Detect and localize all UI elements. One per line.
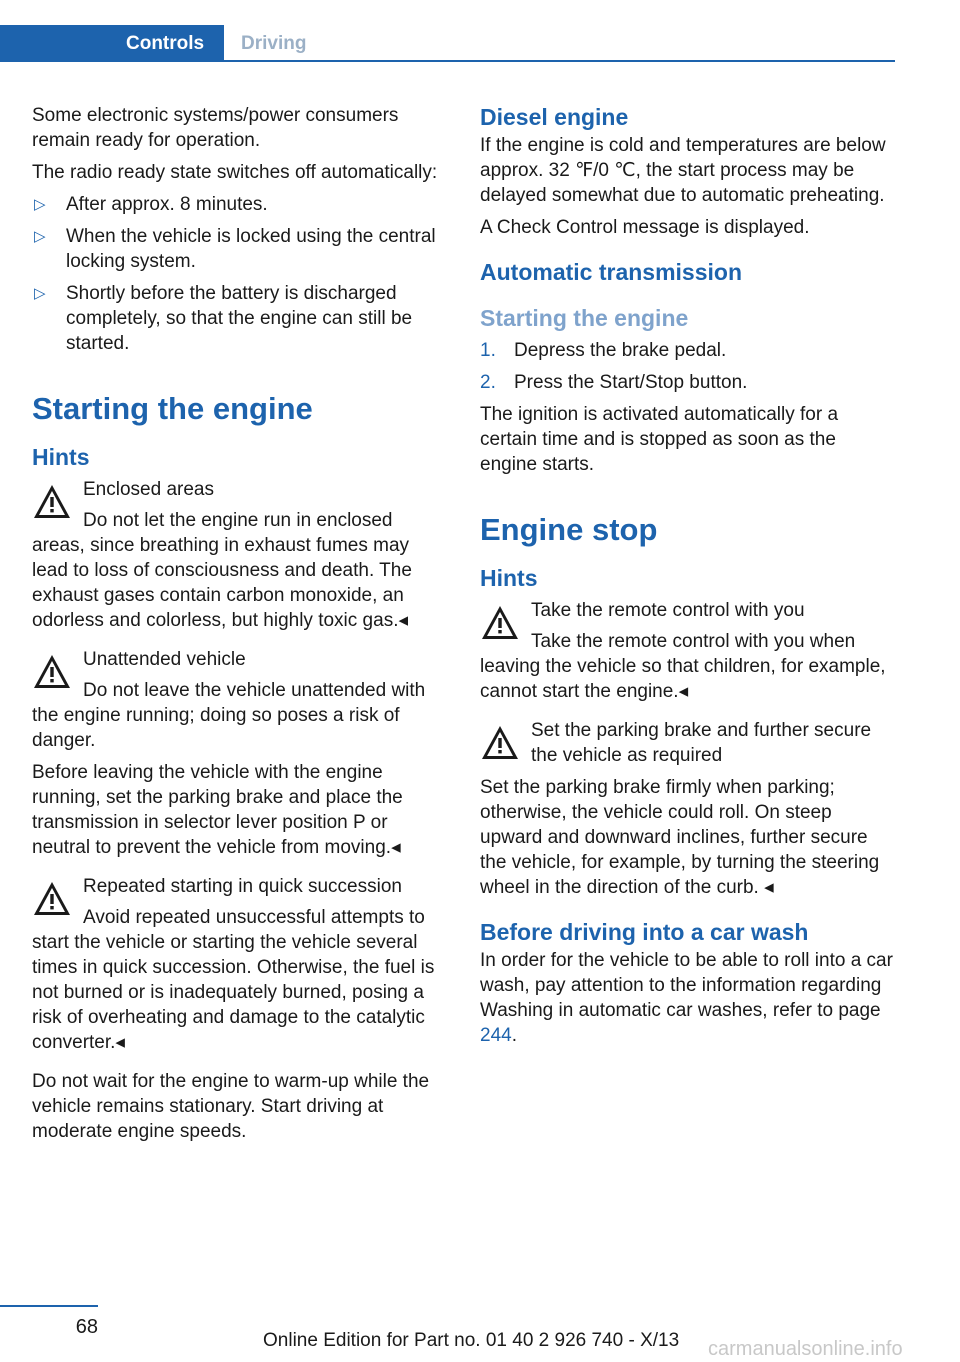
page-number: 68 xyxy=(75,1316,98,1338)
left-column xyxy=(32,103,448,1151)
warning-title: Set the parking brake and further secure the vehicle as required xyxy=(531,720,872,766)
heading-hints: Hints xyxy=(32,444,90,470)
heading-diesel-engine: Diesel engine xyxy=(480,104,629,130)
paragraph-check-control: A Check Control message is displayed. xyxy=(480,217,810,238)
step-number: 1. xyxy=(480,340,496,361)
bullet-triangle-icon: ▷ xyxy=(34,228,46,245)
step-text: Press the Start/Stop button. xyxy=(514,372,748,393)
warning-title: Unattended vehicle xyxy=(83,649,246,670)
heading-hints-stop: Hints xyxy=(480,565,538,591)
warning-unattended-vehicle xyxy=(32,647,448,860)
warning-triangle-icon xyxy=(32,879,72,919)
paragraph-car-wash xyxy=(480,948,896,1048)
bullet-triangle-icon: ▷ xyxy=(34,285,46,302)
warning-body: Do not leave the vehicle unattended with the engine running; doing so poses a risk of danger. xyxy=(32,680,426,751)
warning-title: Take the remote control with you xyxy=(531,600,805,621)
warning-body: Set the parking brake firmly when parking; otherwise, the vehicle could roll. On steep upward and downward inclines, further secure the vehicle, for example, by turning the steering wheel in the direction of the curb. ◂ xyxy=(480,777,880,898)
warning-remote-control xyxy=(480,598,896,704)
list-item-text: Shortly before the battery is discharged completely, so that the engine can still be started. xyxy=(66,283,413,354)
page-reference-link[interactable]: 244 xyxy=(480,1025,512,1046)
list-item xyxy=(32,192,448,217)
step-number: 2. xyxy=(480,372,496,393)
paragraph-ignition: The ignition is activated automatically for a certain time and is stopped as soon as the engine starts. xyxy=(480,404,839,475)
list-item-text: After approx. 8 minutes. xyxy=(66,194,268,215)
list-item-text: When the vehicle is locked using the central locking system. xyxy=(66,226,436,272)
header-rule xyxy=(0,60,895,62)
warning-triangle-icon xyxy=(480,723,520,763)
heading-starting-engine-auto: Starting the engine xyxy=(480,305,689,331)
warning-parking-brake xyxy=(480,718,896,900)
warning-body: Do not let the engine run in enclosed areas, since breathing in exhaust fumes may lead to loss of consciousness and death. The exhaust gases contain carbon monoxide, an odorless and colorless, but highly toxic gas.◂ xyxy=(32,510,412,631)
warning-body: Avoid repeated unsuccessful attempts to start the vehicle or starting the vehicle several times in quick succession. Otherwise, the fuel is not burned or is inadequately burned, posing a risk of overheating and damage to the catalytic converter.◂ xyxy=(32,907,435,1053)
warning-body: Take the remote control with you when leaving the vehicle so that children, for example, cannot start the engine.◂ xyxy=(480,631,886,702)
start-steps-list xyxy=(480,338,896,395)
edition-label: Online Edition for Part no. 01 40 2 926 740 - X/13 xyxy=(263,1330,680,1351)
paragraph-warm-up: Do not wait for the engine to warm-up while the vehicle remains stationary. Start driving at moderate engine speeds. xyxy=(32,1071,430,1142)
car-wash-text-end: . xyxy=(511,1025,517,1046)
heading-automatic-transmission: Automatic transmission xyxy=(480,259,742,285)
paragraph-power-consumers: Some electronic systems/power consumers remain ready for operation. xyxy=(32,105,399,151)
warning-triangle-icon xyxy=(32,652,72,692)
watermark: carmanualsonline.info xyxy=(708,1338,903,1360)
heading-starting-engine: Starting the engine xyxy=(32,391,313,426)
warning-repeated-starting xyxy=(32,874,448,1055)
warning-title: Repeated starting in quick succession xyxy=(83,876,402,897)
right-column xyxy=(480,103,896,1055)
chapter-header xyxy=(0,25,895,62)
radio-off-list xyxy=(32,192,448,356)
heading-car-wash: Before driving into a car wash xyxy=(480,919,809,945)
step-text: Depress the brake pedal. xyxy=(514,340,727,361)
tab-driving[interactable]: Driving xyxy=(241,33,307,54)
car-wash-text: In order for the vehicle to be able to roll into a car wash, pay attention to the information regarding Washing in automatic car washes, refer to page xyxy=(480,950,893,1021)
list-item xyxy=(32,224,448,274)
list-item xyxy=(480,338,896,363)
warning-triangle-icon xyxy=(480,603,520,643)
bullet-triangle-icon: ▷ xyxy=(34,196,46,213)
warning-triangle-icon xyxy=(32,482,72,522)
heading-engine-stop: Engine stop xyxy=(480,512,658,547)
tab-controls[interactable]: Controls xyxy=(0,25,224,62)
warning-title: Enclosed areas xyxy=(83,479,214,500)
list-item xyxy=(32,281,448,356)
paragraph-diesel-cold: If the engine is cold and temperatures are below approx. 32 ℉/0 ℃, the start process may be delayed somewhat due to automatic preheating. xyxy=(480,135,886,206)
footer-rule xyxy=(0,1305,98,1307)
paragraph-radio-ready: The radio ready state switches off automatically: xyxy=(32,162,438,183)
warning-enclosed-areas xyxy=(32,477,448,633)
list-item xyxy=(480,370,896,395)
warning-body-continued: Before leaving the vehicle with the engine running, set the parking brake and place the transmission in selector lever position P or neutral to prevent the vehicle from moving.◂ xyxy=(32,762,403,858)
